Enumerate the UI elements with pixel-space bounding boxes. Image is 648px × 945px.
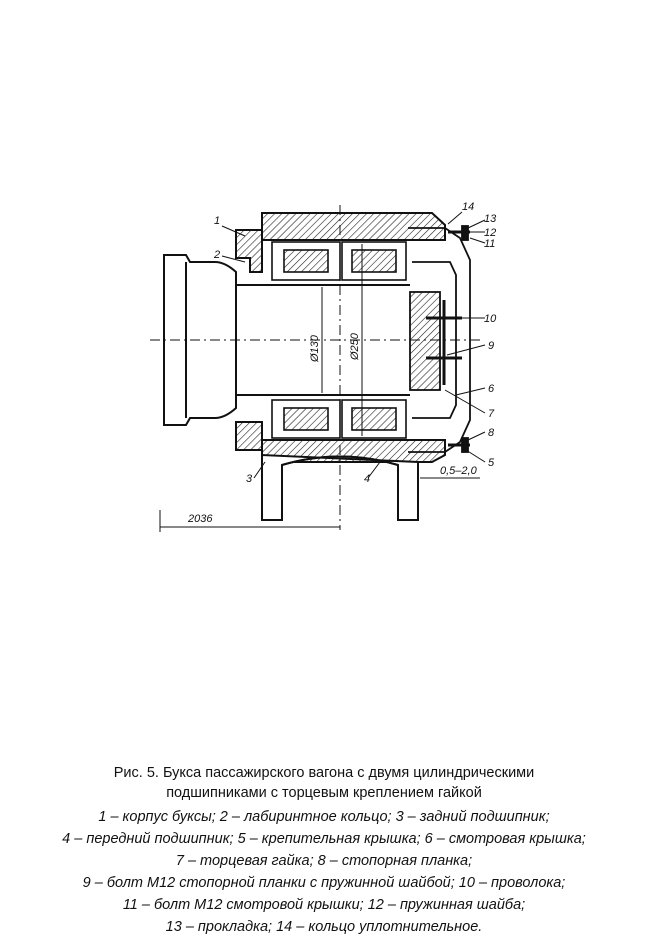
end-cover-assembly — [408, 226, 470, 452]
legend-line: 1 – корпус буксы; 2 – лабиринтное кольцо; 3 – задний подшипник; — [98, 809, 550, 825]
callout-10: 10 — [484, 313, 497, 325]
legend-line: 4 – передний подшипник; 5 – крепительная крышка; 6 – смотровая крышка; — [62, 831, 586, 847]
callout-12: 12 — [484, 227, 497, 239]
legend-line: 7 – торцевая гайка; 8 – стопорная планка; — [175, 853, 473, 869]
dim-gap: 0,5–2,0 — [440, 465, 477, 477]
callout-3: 3 — [246, 473, 253, 485]
callout-4: 4 — [364, 473, 371, 485]
dim-inner-diameter: Ø130 — [309, 335, 321, 362]
dim-outer-diameter: Ø250 — [349, 333, 361, 360]
callout-6: 6 — [488, 383, 495, 395]
callout-11: 11 — [484, 238, 496, 250]
callout-2: 2 — [214, 249, 221, 261]
callout-1: 1 — [214, 215, 221, 227]
callout-5: 5 — [488, 457, 495, 469]
callout-8: 8 — [488, 427, 495, 439]
legend-line: 9 – болт М12 стопорной планки с пружинной шайбой; 10 – проволока; — [82, 875, 566, 891]
figure-caption-subtitle: подшипниками с торцевым креплением гайкой — [166, 785, 482, 801]
figure-caption-title: Рис. 5. Букса пассажирского вагона с двумя цилиндрическими — [113, 765, 535, 781]
legend-line: 11 – болт М12 смотровой крышки; 12 – пружинная шайба; — [122, 897, 526, 913]
legend-line: 13 – прокладка; 14 – кольцо уплотнительное. — [165, 919, 483, 935]
callout-7: 7 — [488, 408, 495, 420]
callout-13: 13 — [484, 213, 497, 225]
callout-9: 9 — [488, 340, 495, 352]
dim-distance: 2036 — [188, 513, 213, 525]
callout-14: 14 — [462, 201, 475, 213]
